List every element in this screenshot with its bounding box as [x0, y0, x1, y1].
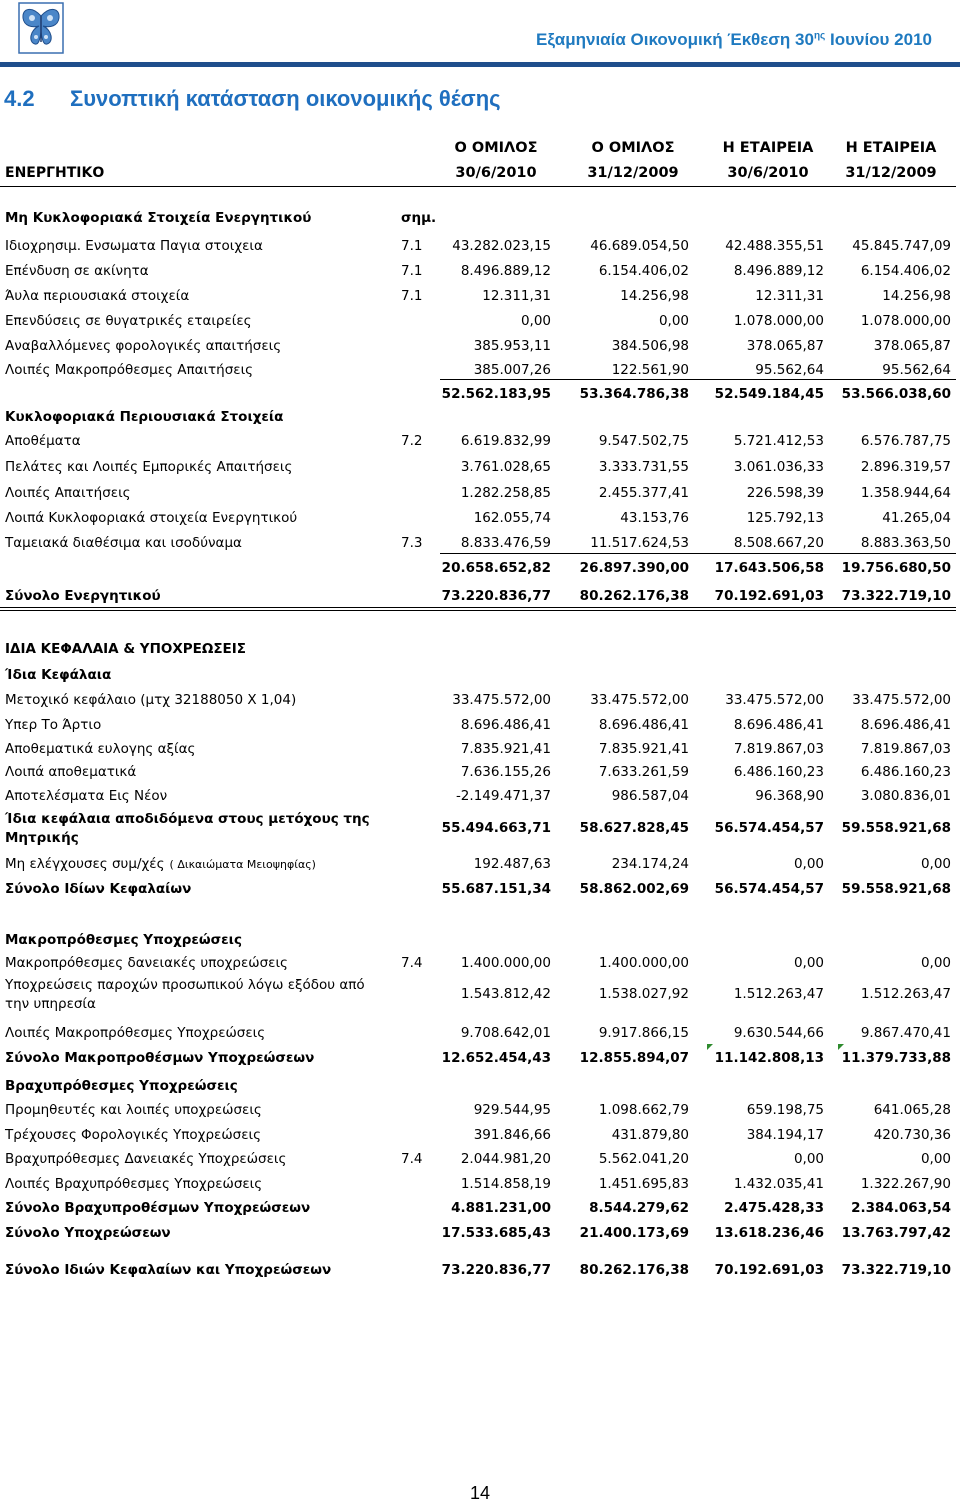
row-value-col4: 8.696.486,41: [860, 717, 951, 733]
row-note-ref: 7.1: [401, 238, 423, 254]
row-value-col4: 378.065,87: [873, 338, 951, 354]
row-value-col1: 8.696.486,41: [460, 717, 551, 733]
row-value-col4: 73.322.719,10: [841, 588, 951, 604]
row-value-col3: 56.574.454,57: [714, 820, 824, 836]
row-label: Μη Κυκλοφοριακά Στοιχεία Ενεργητικού: [5, 210, 312, 226]
row-label: Αποθέματα: [5, 433, 81, 449]
row-value-col4: 14.256,98: [882, 288, 951, 304]
row-label: Άυλα περιουσιακά στοιχεία: [5, 288, 190, 304]
row-label: Υπερ Το Άρτιο: [5, 717, 102, 733]
report-header: [0, 0, 960, 60]
rule-line: [0, 607, 956, 611]
row-value-col1: 73.220.836,77: [441, 588, 551, 604]
row-value-col2: 431.879,80: [611, 1127, 689, 1143]
row-value-col3: 1.512.263,47: [733, 986, 824, 1002]
row-value-col4: 59.558.921,68: [841, 820, 951, 836]
section-title: Συνοπτική κατάσταση οικονομικής θέσης: [70, 86, 501, 111]
row-value-col4: 95.562,64: [882, 362, 951, 378]
row-value-col1: 1.400.000,00: [460, 955, 551, 971]
row-value-col4: 2.384.063,54: [851, 1200, 951, 1216]
column-date-2: 31/12/2009: [587, 165, 679, 181]
row-value-col3: 2.475.428,33: [724, 1200, 824, 1216]
row-label: Ίδια κεφάλαια αποδιδόμενα στους μετόχους της: [5, 811, 370, 827]
row-value-col3: 12.311,31: [755, 288, 824, 304]
row-value-col2: 6.154.406,02: [598, 263, 689, 279]
column-entity-4: Η ΕΤΑΙΡΕΙΑ: [845, 140, 937, 156]
row-value-col2: 26.897.390,00: [579, 560, 689, 576]
rule-line: [0, 186, 956, 187]
row-value-col1: 9.708.642,01: [460, 1025, 551, 1041]
row-value-col2: 8.544.279,62: [589, 1200, 689, 1216]
row-value-col4: 0,00: [920, 856, 951, 872]
row-value-col4: 9.867.470,41: [860, 1025, 951, 1041]
row-value-col4: 33.475.572,00: [852, 692, 951, 708]
row-value-col4: 0,00: [920, 1151, 951, 1167]
row-value-col3: 95.562,64: [755, 362, 824, 378]
row-value-col1: -2.149.471,37: [455, 788, 551, 804]
row-label: Βραχυπρόθεσμες Υποχρεώσεις: [5, 1078, 238, 1094]
rule-line: [440, 379, 956, 380]
row-value-col2: 234.174,24: [611, 856, 689, 872]
row-value-col1: 7.636.155,26: [460, 764, 551, 780]
row-value-col4: 6.486.160,23: [860, 764, 951, 780]
row-value-col3: 8.696.486,41: [733, 717, 824, 733]
row-value-col3: 56.574.454,57: [714, 881, 824, 897]
column-date-3: 30/6/2010: [727, 165, 809, 181]
row-value-col3: 3.061.036,33: [733, 459, 824, 475]
row-value-col4: 19.756.680,50: [841, 560, 951, 576]
row-label: Ταμειακά διαθέσιμα και ισοδύναμα: [5, 535, 242, 551]
row-value-col2: 1.451.695,83: [598, 1176, 689, 1192]
row-value-col3: 1.432.035,41: [733, 1176, 824, 1192]
row-value-col1: 1.282.258,85: [460, 485, 551, 501]
row-value-col1: 17.533.685,43: [441, 1225, 551, 1241]
row-value-col1: 385.953,11: [473, 338, 551, 354]
row-value-col3: 7.819.867,03: [733, 741, 824, 757]
row-label: Τρέχουσες Φορολογικές Υποχρεώσεις: [5, 1127, 261, 1143]
row-label: Προμηθευτές και λοιπές υποχρεώσεις: [5, 1102, 262, 1118]
row-value-col4: 41.265,04: [882, 510, 951, 526]
row-label: Μακροπρόθεσμες Υποχρεώσεις: [5, 932, 242, 948]
row-value-col1: 33.475.572,00: [452, 692, 551, 708]
row-value-col3: 0,00: [793, 856, 824, 872]
row-label-continued: την υπηρεσία: [5, 996, 96, 1012]
row-label-note: ( Δικαιώματα Μειοψηφίας): [169, 858, 316, 871]
row-value-col3: 33.475.572,00: [725, 692, 824, 708]
column-date-1: 30/6/2010: [455, 165, 537, 181]
row-value-col2: 7.633.261,59: [598, 764, 689, 780]
row-value-col1: 162.055,74: [473, 510, 551, 526]
row-note-ref: 7.2: [401, 433, 423, 449]
row-value-col2: 12.855.894,07: [579, 1050, 689, 1066]
row-value-col2: 986.587,04: [611, 788, 689, 804]
section-heading: [4, 86, 501, 112]
row-value-col3: 0,00: [793, 955, 824, 971]
row-value-col2: 122.561,90: [611, 362, 689, 378]
assets-header: ΕΝΕΡΓΗΤΙΚΟ: [5, 165, 105, 181]
row-value-col1: 3.761.028,65: [460, 459, 551, 475]
row-value-col3: 52.549.184,45: [714, 386, 824, 402]
row-value-col3: 11.142.808,13: [714, 1050, 824, 1066]
row-value-col1: 391.846,66: [473, 1127, 551, 1143]
row-label-continued: Μητρικής: [5, 830, 79, 846]
row-value-col4: 8.883.363,50: [860, 535, 951, 551]
row-value-col2: 46.689.054,50: [590, 238, 689, 254]
row-value-col1: 2.044.981,20: [460, 1151, 551, 1167]
row-value-col4: 11.379.733,88: [841, 1050, 951, 1066]
row-value-col3: 13.618.236,46: [714, 1225, 824, 1241]
row-value-col1: 1.543.812,42: [460, 986, 551, 1002]
column-entity-1: Ο ΟΜΙΛΟΣ: [454, 140, 538, 156]
row-value-col4: 1.358.944,64: [860, 485, 951, 501]
row-label: Αποτελέσματα Εις Νέον: [5, 788, 168, 804]
row-label: Κυκλοφοριακά Περιουσιακά Στοιχεία: [5, 409, 284, 425]
row-value-col2: 9.547.502,75: [598, 433, 689, 449]
row-note-ref: 7.1: [401, 288, 423, 304]
row-label: Σύνολο Ενεργητικού: [5, 588, 161, 604]
section-number: 4.2: [4, 86, 35, 111]
row-label: Μη ελέγχουσες συμ/χές ( Δικαιώματα Μειοψηφίας): [5, 856, 316, 872]
row-label: Λοιπά αποθεματικά: [5, 764, 137, 780]
cell-marker-icon: [707, 1044, 713, 1050]
row-label: ΙΔΙΑ ΚΕΦΑΛΑΙΑ & ΥΠΟΧΡΕΩΣΕΙΣ: [5, 641, 247, 657]
row-value-col2: 7.835.921,41: [598, 741, 689, 757]
row-value-col1: 8.833.476,59: [460, 535, 551, 551]
row-label: Σύνολο Υποχρεώσεων: [5, 1225, 171, 1241]
column-entity-3: Η ΕΤΑΙΡΕΙΑ: [722, 140, 814, 156]
row-value-col4: 45.845.747,09: [852, 238, 951, 254]
row-value-col2: 58.627.828,45: [579, 820, 689, 836]
row-value-col2: 21.400.173,69: [579, 1225, 689, 1241]
row-value-col2: 9.917.866,15: [598, 1025, 689, 1041]
row-label: Ιδιοχρησιμ. Ενσωματα Παγια στοιχεια: [5, 238, 263, 254]
row-label: Επενδύσεις σε θυγατρικές εταιρείες: [5, 313, 252, 329]
row-value-col2: 33.475.572,00: [590, 692, 689, 708]
row-label: Επένδυση σε ακίνητα: [5, 263, 149, 279]
row-value-col2: 1.538.027,92: [598, 986, 689, 1002]
row-value-col1: 385.007,26: [473, 362, 551, 378]
row-value-col4: 6.576.787,75: [860, 433, 951, 449]
report-title: Εξαμηνιαία Οικονομική Έκθεση $30^{\eta\varsigma}$ Ιουνίου 2010: [536, 30, 932, 49]
row-value-col2: 5.562.041,20: [598, 1151, 689, 1167]
row-label: Σύνολο Ιδίων Κεφαλαίων: [5, 881, 192, 897]
row-value-col1: 20.658.652,82: [441, 560, 551, 576]
row-value-col3: 70.192.691,03: [714, 588, 824, 604]
row-value-col3: 125.792,13: [746, 510, 824, 526]
rule-line: [440, 553, 956, 554]
butterfly-logo-icon: [18, 2, 64, 54]
row-label: Πελάτες και Λοιπές Εμπορικές Απαιτήσεις: [5, 459, 293, 475]
row-value-col2: 384.506,98: [611, 338, 689, 354]
row-value-col2: 0,00: [658, 313, 689, 329]
row-value-col1: 73.220.836,77: [441, 1262, 551, 1278]
row-value-col2: 1.400.000,00: [598, 955, 689, 971]
row-value-col3: 1.078.000,00: [733, 313, 824, 329]
row-value-col2: 8.696.486,41: [598, 717, 689, 733]
row-label: Μετοχικό κεφάλαιο (μτχ 32188050 Χ 1,04): [5, 692, 297, 708]
row-value-col3: 5.721.412,53: [733, 433, 824, 449]
row-value-col1: 8.496.889,12: [460, 263, 551, 279]
row-label: Αναβαλλόμενες φορολογικές απαιτήσεις: [5, 338, 282, 354]
row-value-col2: 80.262.176,38: [579, 1262, 689, 1278]
row-label: Λοιπές Μακροπρόθεσμες Απαιτήσεις: [5, 362, 254, 378]
row-value-col4: 13.763.797,42: [841, 1225, 951, 1241]
note-column-header: σημ.: [401, 210, 437, 226]
row-value-col1: 12.311,31: [482, 288, 551, 304]
row-value-col4: 7.819.867,03: [860, 741, 951, 757]
row-value-col4: 1.322.267,90: [860, 1176, 951, 1192]
header-rule: [0, 62, 960, 67]
row-value-col4: 59.558.921,68: [841, 881, 951, 897]
row-value-col2: 43.153,76: [620, 510, 689, 526]
row-label: Σύνολο Βραχυπροθέσμων Υποχρεώσεων: [5, 1200, 311, 1216]
row-label: Ίδια Κεφάλαια: [5, 667, 112, 683]
row-value-col3: 17.643.506,58: [714, 560, 824, 576]
row-value-col2: 1.098.662,79: [598, 1102, 689, 1118]
row-value-col4: 53.566.038,60: [841, 386, 951, 402]
row-value-col4: 73.322.719,10: [841, 1262, 951, 1278]
row-value-col1: 7.835.921,41: [460, 741, 551, 757]
row-value-col2: 53.364.786,38: [579, 386, 689, 402]
row-value-col2: 2.455.377,41: [598, 485, 689, 501]
row-label: Λοιπές Απαιτήσεις: [5, 485, 131, 501]
row-label: Υποχρεώσεις παροχών προσωπικού λόγω εξόδου από: [5, 977, 365, 993]
row-note-ref: 7.3: [401, 535, 423, 551]
row-value-col1: 1.514.858,19: [460, 1176, 551, 1192]
row-value-col3: 9.630.544,66: [733, 1025, 824, 1041]
row-value-col1: 0,00: [520, 313, 551, 329]
row-note-ref: 7.1: [401, 263, 423, 279]
row-value-col3: 0,00: [793, 1151, 824, 1167]
row-note-ref: 7.4: [401, 955, 423, 971]
row-value-col4: 2.896.319,57: [860, 459, 951, 475]
row-value-col1: 52.562.183,95: [441, 386, 551, 402]
row-value-col2: 3.333.731,55: [598, 459, 689, 475]
row-value-col2: 80.262.176,38: [579, 588, 689, 604]
row-label: Αποθεματικά ευλογης αξίας: [5, 741, 196, 757]
row-value-col4: 1.512.263,47: [860, 986, 951, 1002]
row-value-col3: 6.486.160,23: [733, 764, 824, 780]
row-label: Λοιπές Βραχυπρόθεσμες Υποχρεώσεις: [5, 1176, 263, 1192]
row-value-col2: 11.517.624,53: [590, 535, 689, 551]
row-value-col3: 226.598,39: [746, 485, 824, 501]
row-value-col1: 55.687.151,34: [441, 881, 551, 897]
row-value-col3: 384.194,17: [746, 1127, 824, 1143]
page-number: 14: [469, 1483, 491, 1503]
row-value-col1: 929.544,95: [473, 1102, 551, 1118]
row-label: Σύνολο Ιδιών Κεφαλαίων και Υποχρεώσεων: [5, 1262, 332, 1278]
row-value-col1: 4.881.231,00: [451, 1200, 551, 1216]
column-date-4: 31/12/2009: [845, 165, 937, 181]
row-value-col1: 43.282.023,15: [452, 238, 551, 254]
row-label: Λοιπές Μακροπρόθεσμες Υποχρεώσεις: [5, 1025, 266, 1041]
row-value-col4: 6.154.406,02: [860, 263, 951, 279]
row-value-col4: 420.730,36: [873, 1127, 951, 1143]
row-value-col1: 12.652.454,43: [441, 1050, 551, 1066]
row-value-col4: 641.065,28: [873, 1102, 951, 1118]
row-label: Λοιπά Κυκλοφοριακά στοιχεία Ενεργητικού: [5, 510, 298, 526]
row-label: Βραχυπρόθεσμες Δανειακές Υποχρεώσεις: [5, 1151, 287, 1167]
row-label: Σύνολο Μακροπροθέσμων Υποχρεώσεων: [5, 1050, 315, 1066]
row-value-col1: 55.494.663,71: [441, 820, 551, 836]
row-value-col3: 659.198,75: [746, 1102, 824, 1118]
row-value-col1: 6.619.832,99: [460, 433, 551, 449]
row-value-col3: 70.192.691,03: [714, 1262, 824, 1278]
row-value-col1: 192.487,63: [473, 856, 551, 872]
row-value-col4: 1.078.000,00: [860, 313, 951, 329]
row-value-col3: 378.065,87: [746, 338, 824, 354]
row-value-col3: 8.496.889,12: [733, 263, 824, 279]
row-value-col2: 14.256,98: [620, 288, 689, 304]
row-value-col3: 8.508.667,20: [733, 535, 824, 551]
row-value-col3: 42.488.355,51: [725, 238, 824, 254]
column-entity-2: Ο ΟΜΙΛΟΣ: [591, 140, 675, 156]
row-value-col3: 96.368,90: [755, 788, 824, 804]
row-value-col4: 3.080.836,01: [860, 788, 951, 804]
row-value-col2: 58.862.002,69: [579, 881, 689, 897]
row-value-col4: 0,00: [920, 955, 951, 971]
row-label: Μακροπρόθεσμες δανειακές υποχρεώσεις: [5, 955, 288, 971]
cell-marker-icon: [838, 1044, 844, 1050]
row-note-ref: 7.4: [401, 1151, 423, 1167]
